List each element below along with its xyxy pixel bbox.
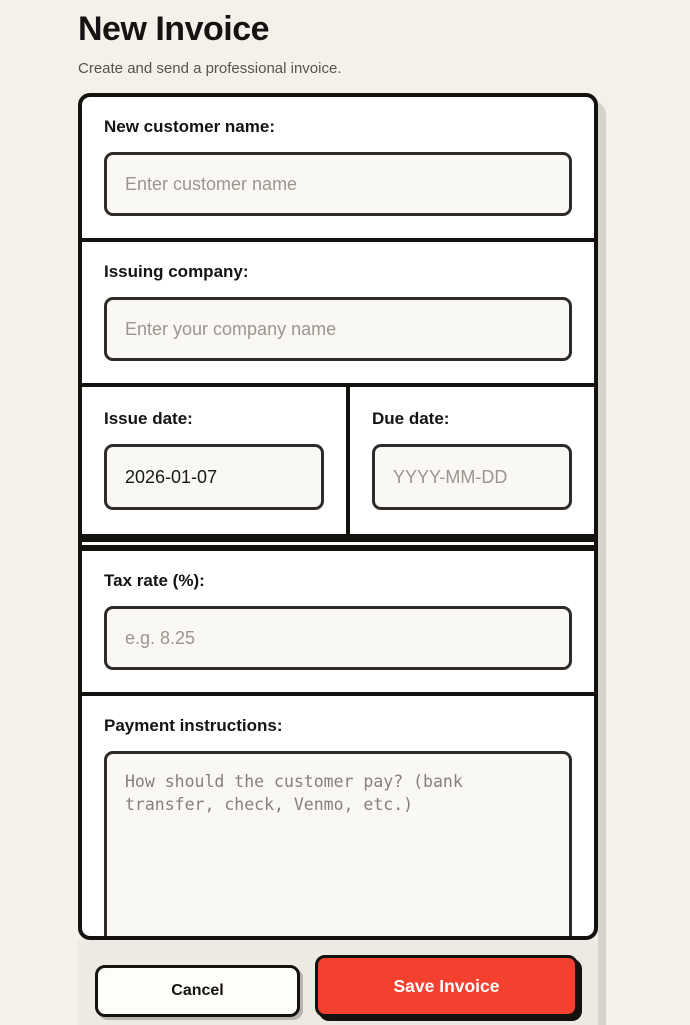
payment-instructions-textarea[interactable] — [104, 751, 572, 940]
customer-name-input[interactable] — [104, 152, 572, 216]
issue-date-input[interactable] — [104, 444, 324, 510]
customer-name-label: New customer name: — [104, 117, 275, 136]
tax-rate-label: Tax rate (%): — [104, 571, 205, 590]
issuing-company-input[interactable] — [104, 297, 572, 361]
invoice-form — [78, 93, 598, 1025]
cancel-button[interactable]: Cancel — [95, 965, 300, 1017]
customer-name-section — [82, 97, 594, 242]
date-row — [82, 387, 594, 538]
due-date-cell — [350, 387, 594, 534]
invoice-form-card — [78, 93, 598, 940]
page-header — [0, 0, 690, 79]
page-subtitle: Create and send a professional invoice. — [78, 60, 342, 77]
tax-rate-input[interactable] — [104, 606, 572, 670]
due-date-label: Due date: — [372, 409, 450, 428]
issue-date-cell — [82, 387, 346, 534]
payment-instructions-label: Payment instructions: — [104, 716, 283, 735]
tax-rate-section — [82, 551, 594, 696]
due-date-input[interactable] — [372, 444, 572, 510]
save-invoice-button[interactable]: Save Invoice — [315, 955, 578, 1017]
form-footer — [78, 940, 598, 1025]
page-title: New Invoice — [78, 10, 270, 48]
issuing-company-section — [82, 242, 594, 387]
issuing-company-label: Issuing company: — [104, 262, 249, 281]
section-spacer — [82, 538, 594, 551]
payment-instructions-section — [82, 696, 594, 936]
issue-date-label: Issue date: — [104, 409, 193, 428]
